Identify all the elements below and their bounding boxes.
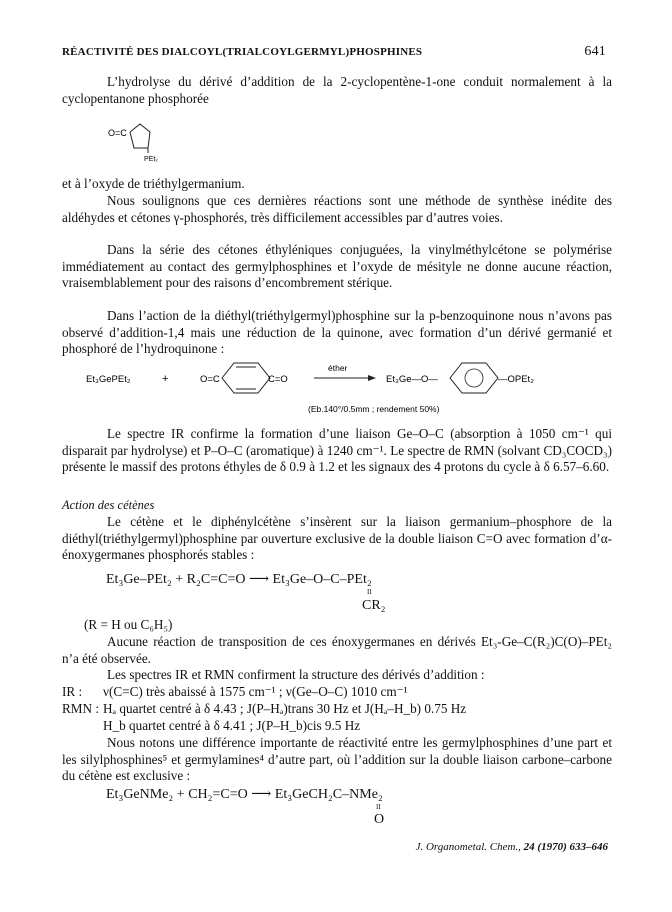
rmn-data-b: H_b quartet centré à δ 4.41 ; J(P–H_b)cis 9.5 Hz [103, 718, 361, 733]
plus-sign: + [162, 373, 169, 385]
equation-aminogermane: Et₃GeNMe₂ + CH₂=C=O ⟶ Et₃GeCH₂C–NMe₂ [106, 787, 383, 802]
arrow-head [368, 375, 376, 381]
scheme-cyclopentanone [108, 112, 178, 166]
rmn-data-a: Hₐ quartet centré à δ 4.43 ; J(P–Hₐ)trans 30 Hz et J(Hₐ–H_b) 0.75 Hz [103, 701, 467, 716]
reagent-label: Et₃GePEt₂ [86, 374, 131, 385]
paragraph-hydrolysis: L’hydrolyse du dérivé d’addition de la 2-cyclopentène-1-one conduit normalement à la cyclopentanone phosphorée [62, 74, 612, 106]
ir-data: ν(C=C) très abaissé à 1575 cm⁻¹ ; ν(Ge–O–C) 1010 cm⁻¹ [103, 684, 408, 699]
section-title: Action des cétènes [62, 498, 155, 512]
quinone-left-label: O=C [200, 374, 220, 385]
paragraph-ketenes: Le cétène et le diphénylcétène s’insèrent sur la liaison germanium–phosphore de la diéthyl(triéthylgermyl)phosphine par ouverture exclusive de la double liaison C=O avec formation d’α-énoxygermanes phosphorés stables : [62, 514, 612, 563]
equation-ketene-insertion: Et₃Ge–PEt₂ + R₂C=C=O ⟶ Et₃Ge–O–C–PEt₂ [106, 572, 372, 587]
rmn-label: RMN : [62, 701, 100, 716]
equation1-substituent: CR₂ [362, 598, 386, 613]
paragraph-benzoquinone: Dans l’action de la diéthyl(triéthylgermyl)phosphine sur la p-benzoquinone nous n’avons pas observé d’addition-1,4 mais une réduction de la quinone, avec formation d’un dérivé germanié et phosphoré de l’hydroquinone : [62, 308, 612, 357]
running-header [62, 44, 606, 62]
arrow-label: éther [328, 363, 348, 373]
journal-citation [416, 841, 608, 853]
equation2-substituent: O [374, 812, 385, 827]
scheme1-oxo-label: O=C [108, 128, 127, 138]
paragraph-conjugated-ketones: Dans la série des cétones éthyléniques conjuguées, la vinylméthylcétone se polymérise immédiatement au contact des germylphosphines et l’oxyde de mésityle ne donne aucune réaction, vraisemblablement pour des raisons d’encombrement stérique. [62, 242, 612, 291]
cyclopentanone-ring [130, 124, 150, 148]
paragraph-ir-spectrum: Le spectre IR confirme la formation d’une liaison Ge–O–C (absorption à 1050 cm⁻¹ qui disparait par hydrolyse) et P–O–C (aromatique) à 1240 cm⁻¹. Le spectre de RMN (solvant CD₃COCD₃) présente le massif des protons éthyles de δ 0.9 à 1.2 et les signaux des 4 protons du cycle à δ 6.57–6.60. [62, 426, 612, 475]
product-right-label: —OPEt₂ [498, 374, 534, 385]
quinone-right-label: C=O [268, 374, 288, 385]
running-title: RÉACTIVITÉ DES DIALCOYL(TRIALCOYLGERMYL)PHOSPHINES [62, 46, 423, 58]
paragraph-synthesis: Nous soulignons que ces dernières réactions sont une méthode de synthèse inédite des aldéhydes et cétones γ-phosphorés, très difficilement accessibles par d’autres voies. [62, 193, 612, 225]
paragraph-transposition: Aucune réaction de transposition de ces énoxygermanes en dérivés Et₃-Ge–C(R₂)C(O)–PEt₂ n’a été observée. [62, 634, 612, 666]
paragraph-reactivity: Nous notons une différence importante de réactivité entre les germylphosphines d’une part et les silylphosphines⁵ et germylamines⁴ d’autre part, où l’addition sur la double liaison carbone–carbone du cétène est exclusive : [62, 735, 612, 784]
equation1-double-bond: II [367, 588, 372, 596]
product-left-label: Et₃Ge—O— [386, 374, 438, 385]
scheme1-phos-label: PEt₂ [144, 156, 158, 163]
citation-journal: J. Organometal. Chem., [415, 841, 521, 853]
paragraph-oxide: et à l’oxyde de triéthylgermanium. [62, 176, 245, 191]
hydroquinone-ring [450, 363, 498, 393]
page-number: 641 [584, 44, 606, 59]
equation2-double-bond: II [376, 803, 381, 811]
equation1-note: (R = H ou C₆H₅) [84, 617, 173, 632]
scheme-quinone-reduction [86, 358, 606, 420]
ir-label: IR : [62, 684, 83, 699]
paragraph-spectra: Les spectres IR et RMN confirment la structure des dérivés d’addition : [107, 667, 485, 682]
citation-details: 24 (1970) 633–646 [523, 841, 608, 853]
conditions-label: (Eb.140°/0.5mm ; rendement 50%) [308, 404, 440, 414]
